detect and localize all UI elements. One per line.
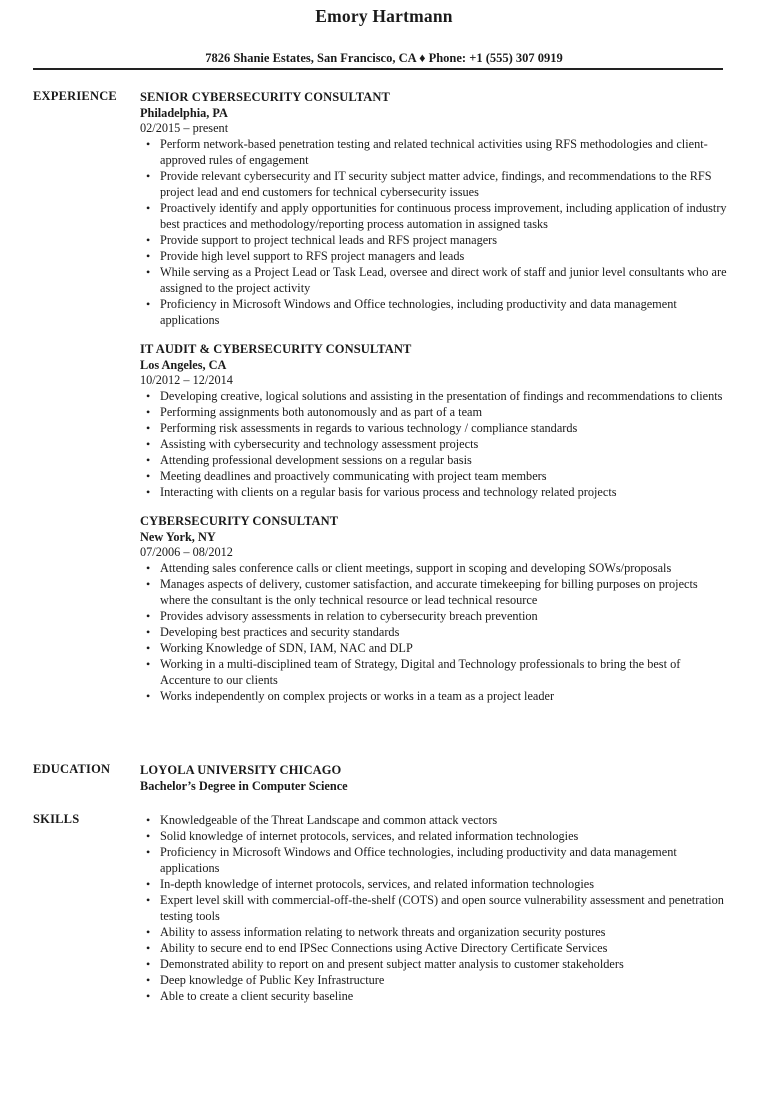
list-item: • Meeting deadlines and proactively communicating with project team members — [140, 468, 730, 484]
job-title: CYBERSECURITY CONSULTANT — [140, 514, 339, 528]
list-item: • Deep knowledge of Public Key Infrastructure — [140, 972, 730, 988]
skills-list — [140, 812, 730, 1004]
skills-body — [140, 812, 730, 1004]
experience-heading: EXPERIENCE — [33, 89, 117, 103]
list-item: • Able to create a client security baseline — [140, 988, 730, 1004]
job-bullets — [140, 136, 730, 328]
list-item: • Working in a multi-disciplined team of Strategy, Digital and Technology professionals to bring the best of Accenture to our clients — [140, 656, 730, 688]
list-item: • Provide high level support to RFS project managers and leads — [140, 248, 730, 264]
skills-heading: SKILLS — [33, 812, 80, 826]
job-dates: 10/2012 – 12/2014 — [140, 373, 233, 387]
list-item: • Attending sales conference calls or client meetings, support in scoping and developing SOWs/proposals — [140, 560, 730, 576]
list-item: • Attending professional development sessions on a regular basis — [140, 452, 730, 468]
list-item: • Proficiency in Microsoft Windows and Office technologies, including productivity and data management applications — [140, 844, 730, 876]
list-item: • Ability to assess information relating to network threats and organization security postures — [140, 924, 730, 940]
job-bullets — [140, 560, 730, 704]
education-body — [140, 762, 730, 794]
degree: Bachelor’s Degree in Computer Science — [140, 779, 348, 793]
list-item: • Manages aspects of delivery, customer satisfaction, and accurate timekeeping for billing purposes on projects where the consultant is the only technical resource or lead technical resource — [140, 576, 730, 608]
job-dates: 07/2006 – 08/2012 — [140, 545, 233, 559]
job-location: Philadelphia, PA — [140, 106, 228, 120]
job-entry — [140, 341, 730, 500]
list-item: • Provides advisory assessments in relation to cybersecurity breach prevention — [140, 608, 730, 624]
job-location: Los Angeles, CA — [140, 358, 227, 372]
list-item: • Working Knowledge of SDN, IAM, NAC and DLP — [140, 640, 730, 656]
list-item: • Perform network-based penetration testing and related technical activities using RFS methodologies and client-approved rules of engagement — [140, 136, 730, 168]
list-item: • While serving as a Project Lead or Task Lead, oversee and direct work of staff and junior level consultants who are assigned to the project activity — [140, 264, 730, 296]
header-divider — [33, 68, 723, 70]
list-item: • Expert level skill with commercial-off-the-shelf (COTS) and open source vulnerability assessment and penetration testing tools — [140, 892, 730, 924]
job-title: SENIOR CYBERSECURITY CONSULTANT — [140, 90, 390, 104]
job-bullets — [140, 388, 730, 500]
job-entry — [140, 513, 730, 704]
contact-line: 7826 Shanie Estates, San Francisco, CA ♦ Phone: +1 (555) 307 0919 — [205, 51, 563, 65]
job-title: IT AUDIT & CYBERSECURITY CONSULTANT — [140, 342, 412, 356]
school-name: LOYOLA UNIVERSITY CHICAGO — [140, 763, 342, 777]
list-item: • Developing creative, logical solutions and assisting in the presentation of findings and recommendations to clients — [140, 388, 730, 404]
list-item: • Performing assignments both autonomously and as part of a team — [140, 404, 730, 420]
list-item: • Developing best practices and security standards — [140, 624, 730, 640]
candidate-name: Emory Hartmann — [315, 6, 453, 26]
list-item: • In-depth knowledge of internet protocols, services, and related information technologies — [140, 876, 730, 892]
list-item: • Provide relevant cybersecurity and IT security subject matter advice, findings, and recommendations to the RFS project lead and end customers for technical cybersecurity issues — [140, 168, 730, 200]
list-item: • Ability to secure end to end IPSec Connections using Active Directory Certificate Services — [140, 940, 730, 956]
job-dates: 02/2015 – present — [140, 121, 229, 135]
list-item: • Performing risk assessments in regards to various technology / compliance standards — [140, 420, 730, 436]
list-item: • Works independently on complex projects or works in a team as a project leader — [140, 688, 730, 704]
job-location: New York, NY — [140, 530, 216, 544]
list-item: • Knowledgeable of the Threat Landscape and common attack vectors — [140, 812, 730, 828]
list-item: • Provide support to project technical leads and RFS project managers — [140, 232, 730, 248]
job-entry — [140, 89, 730, 328]
list-item: • Assisting with cybersecurity and technology assessment projects — [140, 436, 730, 452]
list-item: • Interacting with clients on a regular basis for various process and technology related projects — [140, 484, 730, 500]
list-item: • Solid knowledge of internet protocols, services, and related information technologies — [140, 828, 730, 844]
education-heading: EDUCATION — [33, 762, 111, 776]
experience-body — [140, 89, 730, 717]
list-item: • Proficiency in Microsoft Windows and Office technologies, including productivity and data management applications — [140, 296, 730, 328]
list-item: • Demonstrated ability to report on and present subject matter analysis to customer stakeholders — [140, 956, 730, 972]
list-item: • Proactively identify and apply opportunities for continuous process improvement, including application of industry best practices and methodology/reporting process automation in assigned tasks — [140, 200, 730, 232]
